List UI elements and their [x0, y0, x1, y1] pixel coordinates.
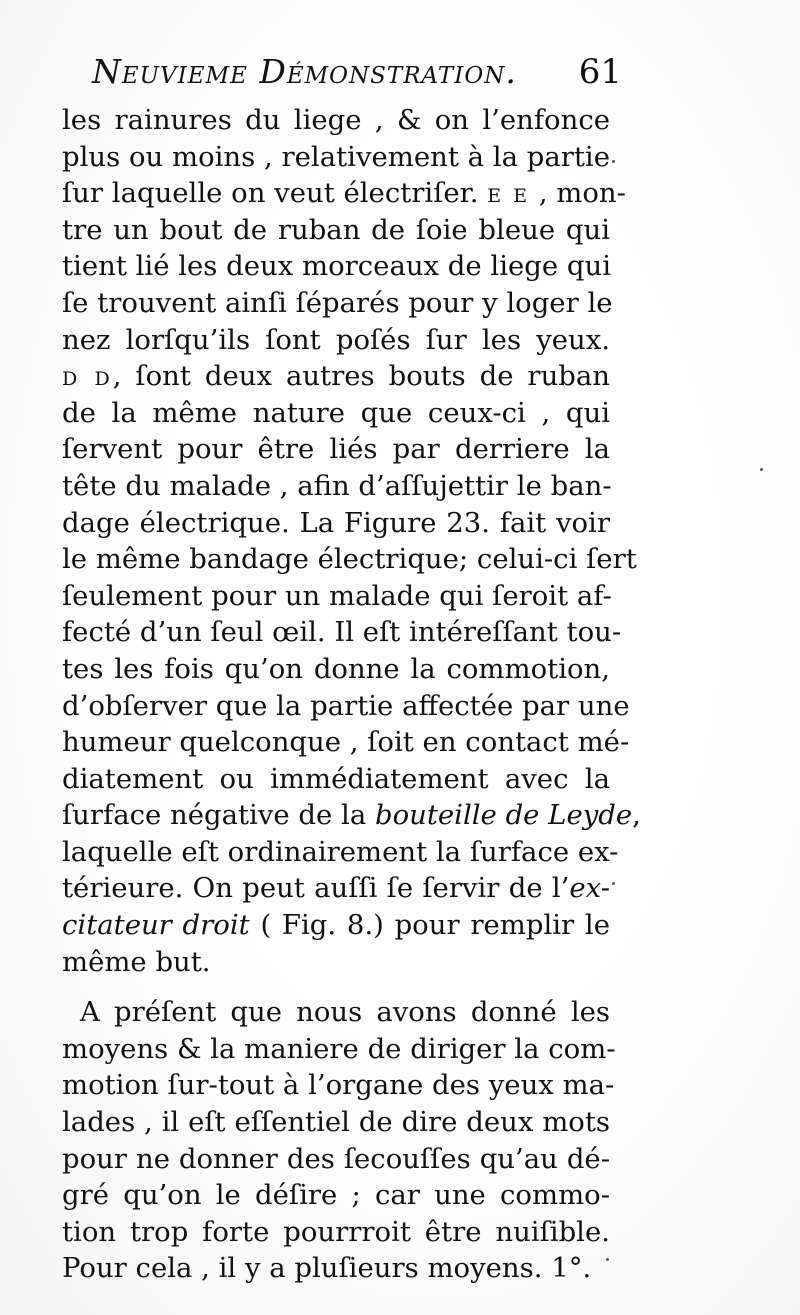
text-segment: gré qu’on le déſire ; car une commo- [62, 1179, 610, 1212]
page-number: 61 [578, 52, 622, 92]
text-line [62, 834, 619, 871]
letter-reference: D D [62, 368, 113, 391]
text-segment: tes les fois qu’on donne la commotion, [62, 652, 610, 685]
italic-segment: bouteille de Leyde [374, 799, 633, 832]
text-segment: plus ou moins , relativement à la partie [62, 140, 610, 173]
text-segment: tête du malade , afin d’aſſujettir le ban- [62, 469, 612, 502]
text-line [62, 358, 610, 395]
text-line [62, 1104, 610, 1141]
text-segment: tient lié les deux morceaux de liege qui [62, 250, 612, 283]
ink-speck [612, 160, 615, 163]
text-segment: ( Fig. 8.) pour remplir le [249, 909, 610, 942]
text-segment: pour ne donner des ſecouſſes qu’au dé- [62, 1142, 610, 1175]
text-segment: , [632, 799, 641, 832]
text-line [62, 505, 610, 542]
text-segment: ſurface négative de la [62, 799, 375, 832]
text-segment: fecté d’un ſeul œil. Il eſt intéreſſant tou- [62, 616, 622, 649]
text-line [62, 248, 610, 285]
text-line [62, 761, 610, 798]
text-line [62, 797, 641, 834]
text-line [62, 944, 610, 981]
text-segment: d’obſerver que la partie affectée par une [62, 689, 630, 722]
text-line [62, 578, 610, 615]
text-segment: , mon- [530, 177, 626, 210]
text-line [62, 395, 610, 432]
ink-speck [760, 468, 763, 471]
text-segment: motion ſur-tout à l’organe des yeux ma- [62, 1069, 615, 1102]
text-line [62, 1250, 610, 1287]
text-segment: diatement ou immédiatement avec la [62, 762, 610, 795]
text-segment: A préſent que nous avons donné les [80, 996, 610, 1029]
text-line [62, 541, 637, 578]
text-segment: , ſont deux autres bouts de ruban [112, 360, 610, 393]
text-segment: ſur laquelle on veut électriſer. [62, 177, 488, 210]
text-segment: humeur quelconque , ſoit en contact mé- [62, 726, 630, 759]
text-line [62, 1067, 615, 1104]
ink-speck [612, 882, 615, 885]
text-line [62, 212, 610, 249]
text-line [62, 285, 613, 322]
text-segment: les rainures du liege , & on l’enfonce [62, 104, 610, 136]
letter-reference: E E [487, 185, 531, 208]
text-segment: moyens & la maniere de diriger la com- [62, 1032, 616, 1065]
text-segment: ſervent pour être liés par derriere la [62, 433, 610, 466]
text-segment: ſeulement pour un malade qui ſeroit af- [62, 579, 612, 612]
text-line [62, 994, 610, 1031]
text-line [62, 431, 610, 468]
text-line [62, 102, 610, 139]
text-segment: Pour cela , il y a pluſieurs moyens. 1°. [62, 1252, 592, 1285]
italic-segment: ex- [569, 872, 610, 905]
text-line [62, 1031, 616, 1068]
running-header-title: Neuvieme Démonstration. [92, 52, 517, 91]
text-line [62, 907, 610, 944]
text-line [62, 175, 626, 212]
running-header [92, 52, 622, 96]
text-line [62, 468, 610, 505]
text-line [62, 688, 630, 725]
text-segment: tre un bout de ruban de ſoie bleue qui [62, 213, 610, 246]
text-line [62, 322, 610, 359]
text-line [62, 651, 610, 688]
text-segment: laquelle eſt ordinairement la ſurface ex- [62, 835, 619, 868]
text-segment: même but. [62, 945, 211, 978]
text-line [62, 1177, 610, 1214]
text-segment: tion trop forte pourrroit être nuiſible. [62, 1215, 610, 1248]
text-segment: le même bandage électrique; celui-ci ſert [62, 543, 637, 576]
text-line [62, 139, 610, 176]
text-segment: lades , il eſt eſſentiel de dire deux mots [62, 1106, 610, 1139]
italic-segment: citateur droit [62, 909, 250, 942]
text-segment: dage électrique. La Figure 23. fait voir [62, 506, 610, 539]
ink-speck [606, 1258, 609, 1261]
text-segment: ſe trouvent ainſi ſéparés pour y loger le [62, 286, 613, 319]
text-segment: nez lorſqu’ils ſont poſés ſur les yeux. [62, 323, 610, 356]
text-line [62, 1141, 610, 1178]
text-line [62, 1214, 610, 1251]
text-line [62, 614, 622, 651]
text-line [62, 870, 610, 907]
text-segment: térieure. On peut auſſi ſe ſervir de l’ [62, 872, 570, 905]
text-segment: de la même nature que ceux-ci , qui [62, 396, 610, 429]
paragraph-gap [62, 980, 610, 994]
body-text [62, 102, 641, 1287]
text-line [62, 724, 630, 761]
